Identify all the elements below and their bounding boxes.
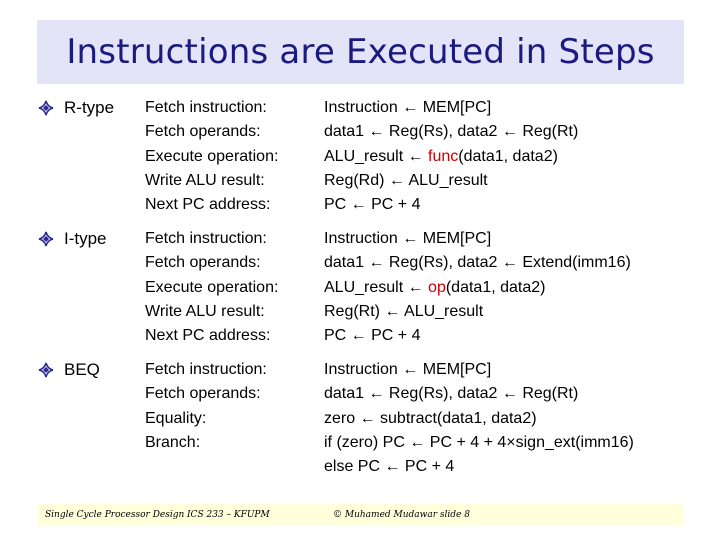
step-label: Fetch instruction: bbox=[145, 230, 267, 247]
step-label: Fetch instruction: bbox=[145, 361, 267, 378]
step-detail bbox=[324, 145, 578, 169]
highlighted-operation: func bbox=[428, 147, 459, 165]
step-label: Next PC address: bbox=[145, 327, 271, 345]
step-detail bbox=[324, 227, 631, 251]
detail-text: Instruction ← MEM[PC] bbox=[324, 230, 492, 247]
footer-course-id: ICS 233 – KFUPM bbox=[187, 510, 270, 520]
step-detail bbox=[324, 324, 631, 348]
step-labels bbox=[145, 96, 278, 217]
detail-text: Instruction ← MEM[PC] bbox=[324, 361, 492, 378]
step-details bbox=[324, 358, 634, 479]
detail-text: ALU_result ← bbox=[324, 278, 429, 296]
detail-text: (data1, data2) bbox=[445, 278, 546, 296]
step-label: Equality: bbox=[145, 409, 207, 427]
step-detail bbox=[324, 193, 578, 217]
step-detail bbox=[324, 96, 578, 120]
detail-text: zero ← subtract(data1, data2) bbox=[324, 409, 537, 427]
step-label: Fetch operands: bbox=[145, 254, 261, 272]
step-detail bbox=[324, 358, 634, 382]
step-label: Next PC address: bbox=[145, 196, 271, 214]
section-bullet bbox=[38, 227, 107, 251]
step-labels bbox=[145, 358, 267, 455]
detail-text: if (zero) PC ← PC + 4 + 4×sign_ext(imm16) bbox=[324, 433, 634, 451]
step-detail bbox=[324, 251, 631, 275]
title-banner bbox=[37, 20, 684, 84]
footer-author-slide: © Muhamed Mudawar slide 8 bbox=[333, 510, 470, 520]
step-detail bbox=[324, 169, 578, 193]
step-label: Fetch operands: bbox=[145, 385, 261, 403]
step-labels bbox=[145, 227, 278, 348]
diamond-bullet-icon bbox=[38, 362, 54, 378]
detail-text: PC ← PC + 4 bbox=[324, 196, 421, 214]
highlighted-operation: op bbox=[428, 278, 446, 296]
section-type-label: BEQ bbox=[64, 360, 100, 379]
footer-course-topic: Single Cycle Processor Design bbox=[45, 510, 185, 520]
footer-bar bbox=[37, 504, 684, 526]
step-details bbox=[324, 96, 578, 217]
step-label: Write ALU result: bbox=[145, 171, 265, 189]
step-detail bbox=[324, 300, 631, 324]
step-detail bbox=[324, 276, 631, 300]
step-detail bbox=[324, 120, 578, 144]
detail-text: data1 ← Reg(Rs), data2 ← Extend(imm16) bbox=[324, 254, 631, 272]
detail-text: data1 ← Reg(Rs), data2 ← Reg(Rt) bbox=[324, 123, 579, 141]
section-type-label: R-type bbox=[64, 98, 115, 117]
detail-text: ALU_result ← bbox=[324, 147, 429, 165]
detail-text: PC ← PC + 4 bbox=[324, 327, 421, 345]
step-label: Fetch instruction: bbox=[145, 99, 267, 116]
step-details bbox=[324, 227, 631, 348]
step-label: Fetch operands: bbox=[145, 123, 261, 141]
detail-text: (data1, data2) bbox=[458, 147, 558, 165]
step-label: Branch: bbox=[145, 433, 201, 451]
detail-text: Reg(Rd) ← ALU_result bbox=[324, 171, 488, 189]
step-detail bbox=[324, 407, 634, 431]
step-detail bbox=[324, 382, 634, 406]
step-detail bbox=[324, 455, 634, 479]
section-bullet bbox=[38, 96, 114, 120]
section-bullet bbox=[38, 358, 100, 382]
page-title: Instructions are Executed in Steps bbox=[66, 32, 655, 72]
step-label: Execute operation: bbox=[145, 278, 279, 296]
diamond-bullet-icon bbox=[38, 100, 54, 116]
step-label: Write ALU result: bbox=[145, 302, 265, 320]
detail-text: Instruction ← MEM[PC] bbox=[324, 99, 492, 116]
detail-text: Reg(Rt) ← ALU_result bbox=[324, 302, 484, 320]
detail-text: else PC ← PC + 4 bbox=[324, 458, 455, 476]
section-type-label: I-type bbox=[64, 229, 107, 248]
step-detail bbox=[324, 431, 634, 455]
diamond-bullet-icon bbox=[38, 231, 54, 247]
detail-text: data1 ← Reg(Rs), data2 ← Reg(Rt) bbox=[324, 385, 579, 403]
step-label: Execute operation: bbox=[145, 147, 279, 165]
